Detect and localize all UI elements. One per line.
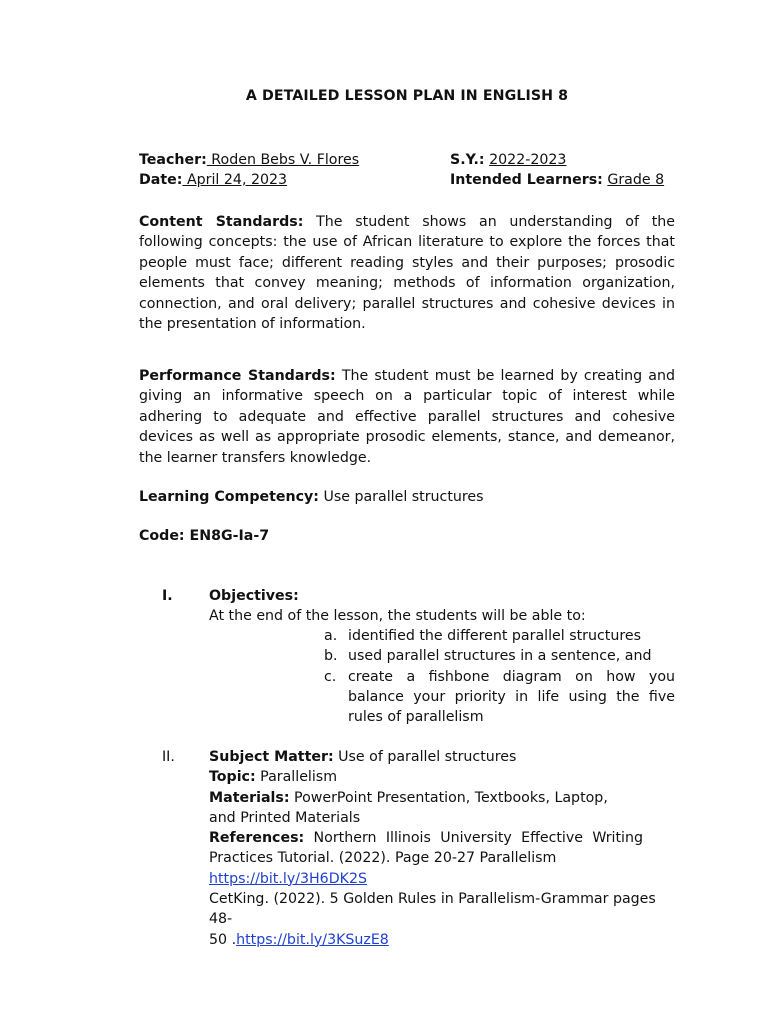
topic-text: Parallelism: [255, 769, 338, 786]
date-label: Date:: [139, 172, 183, 188]
reference-1-link[interactable]: https://bit.ly/3H6DK2S: [209, 870, 367, 887]
school-year-field: [450, 152, 566, 168]
intended-learners-label: Intended Learners:: [450, 172, 603, 188]
competency-code: Code: EN8G-Ia-7: [139, 528, 270, 544]
reference-1-line-1: Northern Illinois University Effective Writing: [304, 830, 643, 847]
materials-label: Materials:: [209, 789, 290, 806]
performance-standards-paragraph: [139, 366, 675, 468]
reference-1-line-2: Practices Tutorial. (2022). Page 20-27 Parallelism: [209, 850, 557, 867]
page-title: A DETAILED LESSON PLAN IN ENGLISH 8: [245, 88, 569, 104]
objectives-heading: Objectives:: [209, 588, 299, 604]
content-standards-paragraph: [139, 212, 675, 334]
objectives-intro: At the end of the lesson, the students will be able to:: [209, 608, 586, 624]
content-standards-text: The student shows an understanding of the following concepts: the use of African literature to explore the forces that people must face; different reading styles and their purposes; prosodic elements that convey meaning; methods of information organization, connection, and oral delivery; parallel structures and cohesive devices in the presentation of information.: [139, 214, 675, 333]
date-value: April 24, 2023: [182, 172, 288, 188]
intended-learners-field: [450, 172, 664, 188]
content-standards-label: Content Standards:: [139, 214, 304, 230]
materials-text: PowerPoint Presentation, Textbooks, Laptop, and Printed Materials: [209, 789, 608, 826]
learning-competency: [139, 487, 484, 507]
list-item-text: create a fishbone diagram on how you balance your priority in life using the five rules of parallelism: [348, 668, 675, 726]
references-line-1: [209, 828, 643, 848]
list-marker: a.: [324, 628, 338, 644]
objectives-numeral: I.: [162, 588, 173, 604]
reference-1-link-line: [209, 869, 675, 889]
list-item: [324, 667, 675, 728]
references-label: References:: [209, 830, 305, 847]
learning-competency-label: Learning Competency:: [139, 489, 319, 505]
header-row-teacher: [139, 152, 675, 172]
subject-matter-label: Subject Matter:: [209, 749, 334, 765]
list-item: [324, 626, 675, 646]
reference-2-link[interactable]: https://bit.ly/3KSuzE8: [236, 931, 389, 948]
reference-2-line-2: [209, 930, 675, 950]
teacher-label: Teacher:: [139, 152, 207, 168]
list-item-text: used parallel structures in a sentence, and: [348, 648, 652, 665]
teacher-value: Roden Bebs V. Flores: [206, 152, 360, 168]
materials-line: [209, 788, 639, 829]
intended-learners-value: Grade 8: [607, 172, 665, 188]
list-item-text: identified the different parallel structures: [348, 628, 641, 644]
reference-2-prefix: 50 .: [209, 931, 237, 948]
header-row-date: [139, 172, 675, 192]
topic-label: Topic:: [209, 769, 256, 786]
subject-matter-text: Use of parallel structures: [333, 749, 517, 765]
topic-line: [209, 767, 675, 787]
objectives-list: [324, 626, 675, 727]
list-item: [324, 646, 675, 666]
performance-standards-text: The student must be learned by creating and giving an informative speech on a particular topic of interest while adhering to adequate and effective parallel structures and cohesive devices as well as appropriate prosodic elements, stance, and demeanor, the learner transfers knowledge.: [139, 368, 675, 466]
learning-competency-text: Use parallel structures: [318, 489, 484, 505]
subject-matter-numeral: II.: [162, 749, 175, 765]
date-field: [139, 172, 287, 188]
subject-matter-block: [209, 747, 675, 950]
list-marker: b.: [324, 648, 338, 665]
school-year-value: 2022-2023: [489, 152, 567, 168]
performance-standards-label: Performance Standards:: [139, 368, 336, 384]
reference-2-line-1: CetKing. (2022). 5 Golden Rules in Parallelism-Grammar pages 48-: [209, 891, 656, 928]
list-marker: c.: [324, 668, 337, 685]
teacher-field: [139, 152, 359, 168]
school-year-label: S.Y.:: [450, 152, 485, 168]
subject-matter-line: [209, 747, 675, 767]
